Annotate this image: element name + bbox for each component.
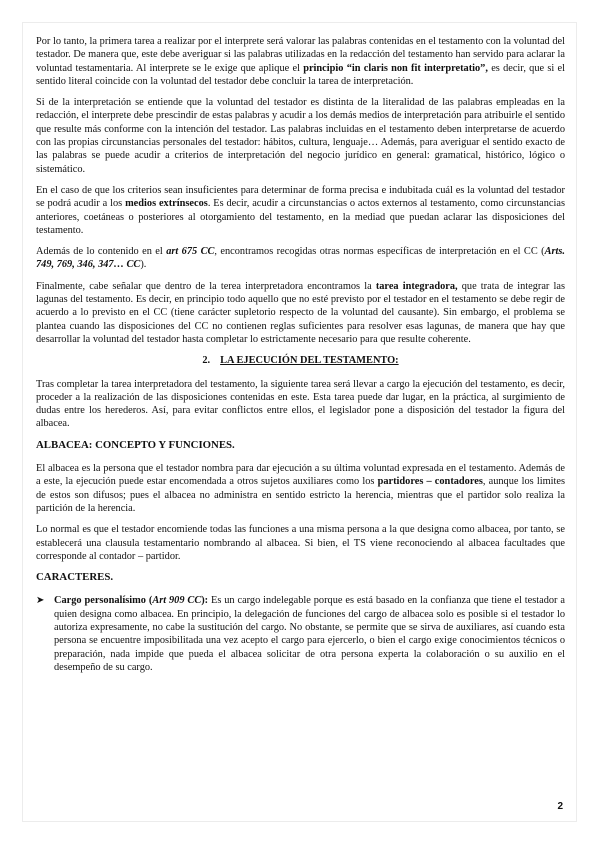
paragraph-other-means: Si de la interpretación se entiende que la voluntad del testador es distinta de la literalidad de las palabras empleadas en la redacción, el interprete debe prescindir de estas palabras y acudir a los demás medios de interpretación para atribuirle el sentido que resulte más conforme con la intención del testador. Las palabras incluidas en el testamento deben interpretarse de acuerdo con las propias circunstancias personales del testador: hábitos, cultura, lenguaje… Además, para averiguar el sentido exacto de las palabras se puede acudir a criterios de interpretación del negocio jurídico en general: gramatical, histórico, lógico o sistemático. [36, 97, 565, 175]
term-integration-task: tarea integradora, [375, 280, 458, 292]
page-content [36, 35, 565, 674]
paragraph-other-rules: Además de lo contenido en el art 675 CC, encontramos recogidas otras normas específicas de interpretación en el CC (Arts. 749, 769, 346, 347… CC). [36, 246, 565, 271]
term-extrinsic-means: medios extrínsecos [125, 198, 208, 210]
section-heading-execution [36, 354, 565, 367]
paragraph-albacea-definition: El albacea es la persona que el testador nombra para dar ejecución a su última voluntad expresada en el testamento. Además de a este, la ejecución puede estar encomendada a otros sujetos auxiliares como los partidores – contadores, aunque los limites de estos son difusos; pues el albacea no administra en sentido estricto la herencia, mientras que el partidor solo realiza la partición de la herencia. [36, 463, 566, 514]
paragraph-literal-interpretation: Por lo tanto, la primera tarea a realizar por el interprete será valorar las palabras contenidas en el testamento con la voluntad del testador. De manera que, este debe averiguar si las palabras utilizadas en la redacción del testamento han servido para aclarar la voluntad testamentaria. Al interprete se le exige que aplique el principio “in claris non fit interpretatio”, es decir, que si el sentido literal coincide con la voluntad del testador debe concluir la tarea de interpretación. [36, 36, 565, 87]
section-title: LA EJECUCIÓN DEL TESTAMENTO: [220, 355, 399, 367]
subheading-albacea: ALBACEA: CONCEPTO Y FUNCIONES. [36, 438, 235, 451]
paragraph-execution: Tras completar la tarea interpretadora del testamento, la siguiente tarea será llevar a cargo la ejecución del testamento, es decir, proceder a la realización de las disposiciones contenidas en este. Esta tarea puede dar lugar, en la práctica, al surgimiento de dudas entre los herederos. Así, para evitar conflictos entre ellos, el legislador pone a disposición del testador la figura del albacea. [36, 378, 565, 430]
ref-art-909: Art 909 CC [152, 595, 202, 607]
page-number: 2 [557, 801, 563, 812]
section-number: 2. [202, 355, 211, 367]
paragraph-albacea-functions: Lo normal es que el testador encomiende todas las funciones a una misma persona a la que designa como albacea, por tanto, se establecerá una clausula testamentario nombrando al albacea. Si bien, el TS viene reconociendo al albacea facultades que corresponde al contador – partidor. [36, 524, 565, 562]
ref-art-675: art 675 CC [166, 246, 215, 258]
subheading-caracteres: CARACTERES. [36, 571, 114, 584]
paragraph-extrinsic-means: En el caso de que los criterios sean insuficientes para determinar de forma precisa e indubitada cuál es la voluntad del testador se podrá acudir a los medios extrínsecos. Es decir, acudir a circunstancias o actos externos al testamento, como circunstancias anteriores, coetáneas o posteriores al otorgamiento del testamento, en la mediad que puedan aclarar las disposiciones del testamento. [36, 184, 566, 236]
arrow-bullet-icon: ➤ [36, 595, 45, 607]
list-item-personalisimo: ➤ Cargo personalísimo (Art 909 CC): Es un cargo indelegable porque es está basado en la confianza que tiene el testador a quien designa como albacea. En principio, la delegación de funciones del cargo de albacea solo es posible si el testador lo autoriza expresamente, no cabe la sustitución del cargo. No obstante, se permite que se sirva de auxiliares, así cuando esta persona se encuentre imposibilitada una vez acepto el cargo para ejercerlo, o bien el cargo exige conocimientos técnicos o preparación, nada impide que pueda el albacea solicitar de otra persona experta la colaboración o su auxilio en el desempeño de su cargo. [36, 595, 565, 673]
principle-in-claris: principio “in claris non fit interpretatio”, [303, 62, 488, 74]
term-partidores-contadores: partidores – contadores [377, 476, 483, 488]
ref-arts-list: Arts. 749, 769, 346, 347… CC [36, 246, 565, 271]
paragraph-integration: Finalmente, cabe señalar que dentro de la terea interpretadora encontramos la tarea integradora, que trata de integrar las lagunas del testamento. Es decir, en principio todo aquello que no esté previsto por el testador en el testamento se debe regir de acuerdo a lo previsto en el CC (tiene carácter supletorio respecto de la voluntad del causante). Sin embargo, el problema se plantea cuando las disposiciones del CC no contienen reglas suficientes para resolver esas lagunas, de manera que hay que desarrollar la voluntad del testador hasta completar lo estrictamente necesario para que resulte coherente. [36, 280, 565, 345]
